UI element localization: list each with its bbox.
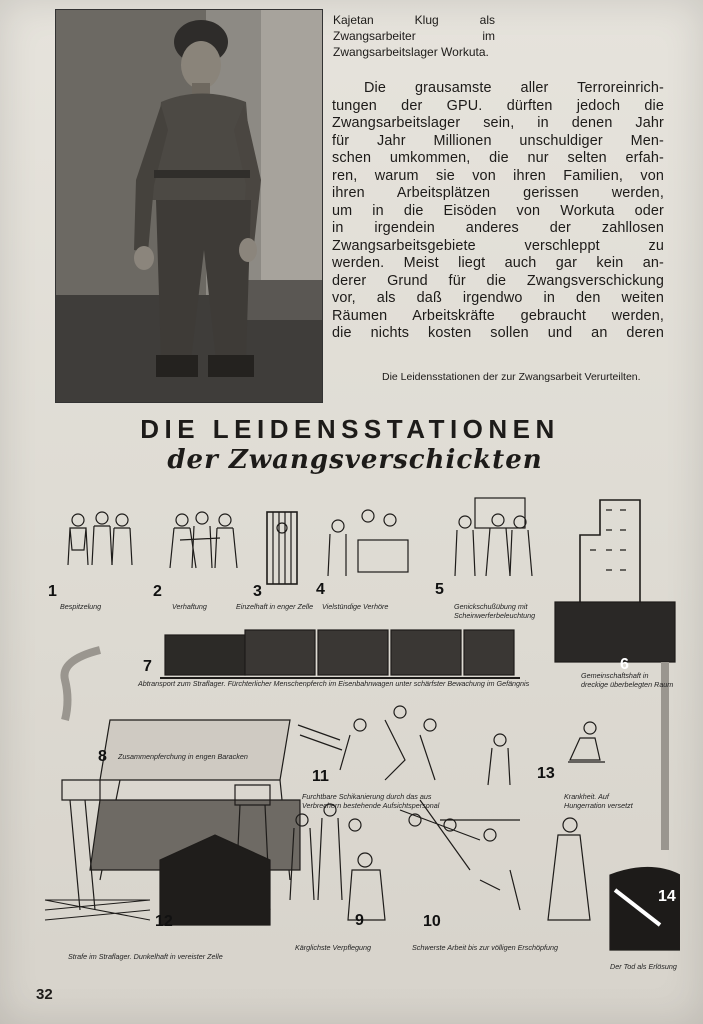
station-number: 2: [153, 583, 162, 600]
station-number: 3: [253, 583, 262, 600]
station-11-drawing: [298, 706, 510, 785]
station-number: 14: [658, 888, 676, 905]
station-number: 8: [98, 748, 107, 765]
station-6-drawing: [555, 500, 675, 662]
station-number: 6: [620, 656, 629, 673]
station-number: 4: [316, 581, 325, 598]
station-number: 13: [537, 765, 555, 782]
body-line: Räumen Arbeitskräfte gebraucht werden,: [332, 307, 664, 324]
station-label: Einzelhaft in enger Zelle: [236, 602, 314, 611]
station-label: Schwerste Arbeit bis zur völligen Erschöpfung: [412, 943, 558, 952]
station-number: 11: [312, 768, 329, 785]
station-14-drawing: [610, 868, 680, 951]
body-line: vor, als daß irgendwo in den weiten: [332, 290, 664, 306]
body-line: für Jahr Millionen unschuldiger Men-: [332, 132, 664, 149]
station-label: Vielstündige Verhöre: [322, 602, 389, 611]
station-1-drawing: [68, 512, 132, 565]
station-3-drawing: [267, 512, 297, 584]
prisoner-photo: [55, 9, 323, 403]
station-label: Krankheit. Auf Hungerration versetzt: [564, 792, 633, 810]
stations-illustration: [40, 480, 680, 990]
subheadline: der Zwangsverschickten: [167, 445, 543, 475]
station-label: Der Tod als Erlösung: [610, 962, 677, 971]
station-label: Genickschußübung mit Scheinwerferbeleuchtung: [454, 602, 536, 620]
body-line: schen umkommen, die nur selten erfah-: [332, 150, 664, 166]
station-number: 1: [48, 583, 57, 600]
headline: DIE LEIDENSSTATIONEN: [140, 414, 560, 444]
station-label: Abtransport zum Straflager. Fürchterlicher Menschenpferch im Eisenbahnwagen unter schärfster Bewachung im Gefängnis: [138, 679, 530, 688]
body-line: werden. Meist liegt auch gar kein an-: [332, 255, 664, 271]
station-label: Bespitzelung: [60, 602, 102, 611]
station-9-drawing: [290, 804, 385, 920]
station-label: Strafe im Straflager. Dunkelhaft in vereister Zelle: [68, 952, 223, 961]
station-label: Gemeinschaftshaft in dreckige überbelegten Raum: [581, 671, 674, 689]
station-number: 9: [355, 912, 364, 929]
station-10-drawing: [400, 800, 590, 920]
station-number: 12: [155, 913, 173, 930]
body-line: tungen der GPU. dürften jedoch die: [332, 97, 664, 114]
station-label: Verhaftung: [172, 602, 207, 611]
body-line: die nichts kosten sollen und an deren: [332, 325, 664, 341]
station-number: 10: [423, 913, 441, 930]
station-label: Zusammenpferchung in engen Baracken: [118, 752, 248, 761]
station-2-drawing: [170, 512, 237, 568]
page-number: 32: [36, 986, 53, 1003]
body-line: Zwangsarbeitsgebiete verschleppt zu: [332, 237, 664, 254]
article-body: [332, 80, 664, 343]
station-label: Furchtbare Schikanierung durch das aus Verbrechern bestehende Aufsichtspersonal: [302, 792, 440, 810]
photo-caption: Kajetan Klug als Zwangsarbeiter im Zwangsarbeitslager Workuta.: [333, 13, 495, 59]
illustration-caption: Die Leidensstationen der zur Zwangsarbeit Verurteilten.: [382, 371, 641, 383]
station-number: 7: [143, 658, 152, 675]
body-line: derer Grund für die Zwangsverschickung: [332, 272, 664, 289]
body-line: um in die Eisöden von Workuta oder: [332, 202, 664, 219]
station-number: 5: [435, 581, 444, 598]
body-line: in irgendein anderes der zahllosen: [332, 220, 664, 236]
body-line: Die grausamste aller Terroreinrich-: [364, 80, 664, 96]
station-5-drawing: [455, 498, 532, 576]
station-13-drawing: [568, 722, 605, 762]
body-line: ihren Arbeitsplätzen gerissen werden,: [332, 185, 664, 201]
body-line: Zwangsarbeitslager sein, in denen Jahr: [332, 115, 664, 131]
station-label: Kärglichste Verpflegung: [295, 943, 372, 952]
body-line: ren, warum sie von ihren Familien, von: [332, 167, 664, 184]
station-4-drawing: [328, 510, 408, 576]
